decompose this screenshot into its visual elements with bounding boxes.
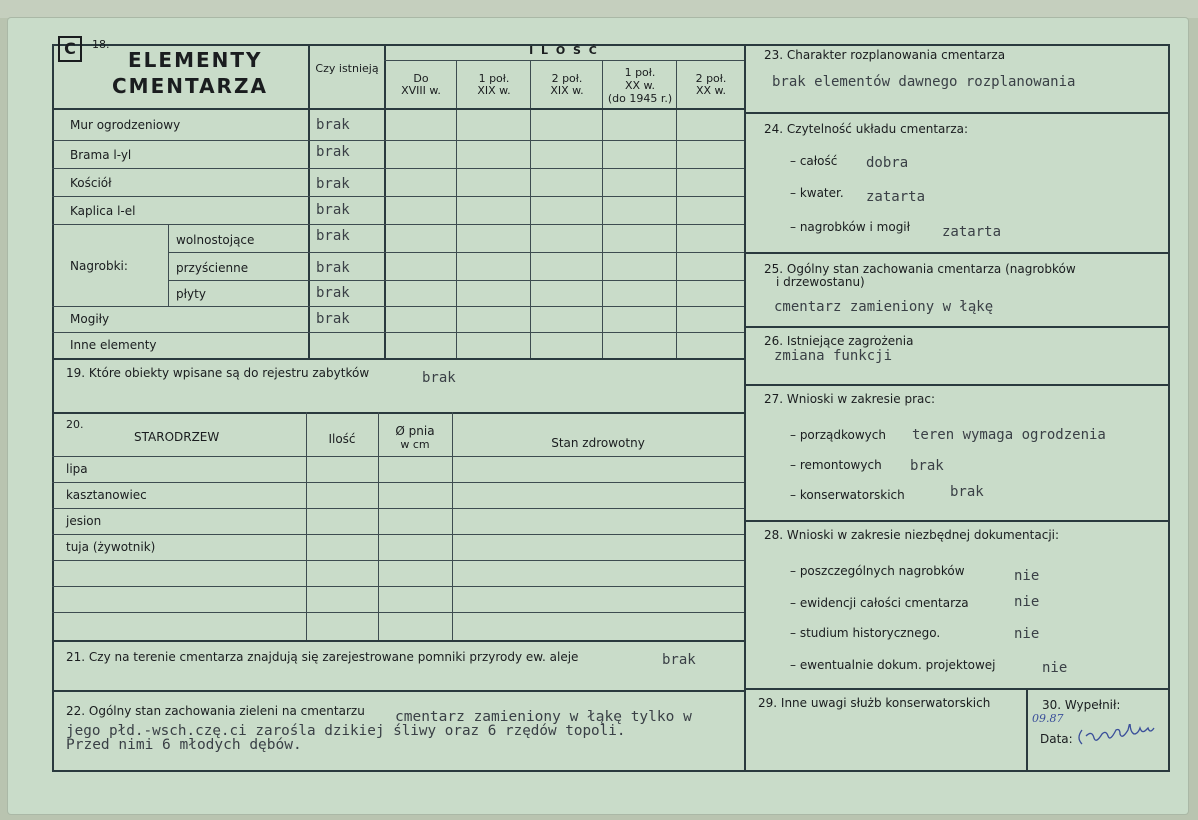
q28-item2-value: nie xyxy=(1014,594,1040,610)
row-value-plyty: brak xyxy=(316,285,350,301)
q28-item1-label: – poszczególnych nagrobków xyxy=(790,564,965,578)
q28-item3-label: – studium historycznego. xyxy=(790,626,941,640)
q25-label-l1: 25. Ogólny stan zachowania cmentarza (nagrobków xyxy=(764,262,1076,276)
q20-col-pien-l2: w cm xyxy=(400,438,430,451)
signature-icon xyxy=(1076,724,1162,748)
grid-h-end21 xyxy=(52,690,744,692)
section-18-title-2: CMENTARZA xyxy=(112,74,268,98)
grid-h-r3 xyxy=(52,196,744,197)
row-label-przyscienne: przyścienne xyxy=(176,261,249,275)
tree-h5 xyxy=(52,586,744,587)
grid-h-header xyxy=(52,108,744,110)
tree-h6 xyxy=(52,612,744,613)
tree-h4 xyxy=(52,560,744,561)
q22-label: 22. Ogólny stan zachowania zieleni na cmentarzu xyxy=(66,704,365,718)
q28-item3-value: nie xyxy=(1014,626,1040,642)
q24-item3-value: zatarta xyxy=(942,224,1002,240)
q20-col-ilosc: Ilość xyxy=(328,432,356,446)
row-value-przyscienne: brak xyxy=(316,260,350,276)
r-h-26 xyxy=(744,384,1170,386)
grid-h-r8 xyxy=(52,332,744,333)
section-c-box: C xyxy=(58,36,82,62)
tree-v1 xyxy=(306,412,307,642)
q24-item2-value: zatarta xyxy=(866,189,926,205)
q26-value: zmiana funkcji xyxy=(774,348,893,364)
period-2-l2: XIX w. xyxy=(477,84,511,97)
grid-v-nagrobki xyxy=(168,224,169,306)
frame-bottom xyxy=(52,770,1170,772)
q30-label: 30. Wypełnił: xyxy=(1042,698,1121,712)
tree-jesion: jesion xyxy=(66,514,102,528)
grid-h-ilosc xyxy=(384,60,744,61)
tree-h1 xyxy=(52,482,744,483)
q21-value: brak xyxy=(662,652,696,668)
q22-line2: jego płd.-wsch.czę.ci zarośla dzikiej śliwy oraz 6 rzędów topoli. xyxy=(66,723,626,739)
q24-item2-label: – kwater. xyxy=(790,186,844,200)
tree-h0 xyxy=(52,456,744,457)
frame-right xyxy=(1168,44,1170,772)
q27-item3-label: – konserwatorskich xyxy=(790,488,905,502)
period-3-l2: XIX w. xyxy=(550,84,584,97)
q28-label: 28. Wnioski w zakresie niezbędnej dokumentacji: xyxy=(764,528,1060,542)
q20-col-stan: Stan zdrowotny xyxy=(551,436,645,450)
frame-middle xyxy=(744,44,746,772)
r-h-28 xyxy=(744,688,1170,690)
row-value-mogily: brak xyxy=(316,311,350,327)
tree-tuja: tuja (żywotnik) xyxy=(66,540,156,554)
grid-h-end20 xyxy=(52,640,744,642)
r-h-23 xyxy=(744,112,1170,114)
period-1-l2: XVIII w. xyxy=(401,84,441,97)
q24-item1-value: dobra xyxy=(866,155,909,171)
q20-title: STARODRZEW xyxy=(134,430,220,444)
tree-h3 xyxy=(52,534,744,535)
grid-h-r5 xyxy=(168,252,744,253)
period-2-l1: 1 poł. xyxy=(478,72,510,85)
grid-v2 xyxy=(530,60,531,360)
q27-item1-value: teren wymaga ogrodzenia xyxy=(912,427,1106,443)
row-value-kosciol: brak xyxy=(316,176,350,192)
section-18-number: 18. xyxy=(92,38,110,51)
q27-item3-value: brak xyxy=(950,484,984,500)
q26-label: 26. Istniejące zagrożenia xyxy=(764,334,914,348)
tree-kasztanowiec: kasztanowiec xyxy=(66,488,147,502)
row-label-plyty: płyty xyxy=(176,287,206,301)
period-4-l3: (do 1945 r.) xyxy=(607,92,673,105)
period-3-l1: 2 poł. xyxy=(551,72,583,85)
q27-label: 27. Wnioski w zakresie prac: xyxy=(764,392,936,406)
q22-line1: cmentarz zamieniony w łąkę tylko w xyxy=(395,709,692,725)
q28-item4-value: nie xyxy=(1042,660,1068,676)
q30-date-value: 09.87 xyxy=(1032,712,1064,725)
q24-item1-label: – całość xyxy=(790,154,838,168)
period-5-l1: 2 poł. xyxy=(695,72,727,85)
scan-background xyxy=(0,0,1198,18)
row-label-mur: Mur ogrodzeniowy xyxy=(70,118,181,132)
q25-label-l2: i drzewostanu) xyxy=(776,275,865,289)
frame-left xyxy=(52,44,54,772)
grid-h-end18 xyxy=(52,358,744,360)
nagrobki-label: Nagrobki: xyxy=(70,259,128,273)
q28-item2-label: – ewidencji całości cmentarza xyxy=(790,596,969,610)
r-v-29-30 xyxy=(1026,688,1028,772)
q19-value: brak xyxy=(422,370,456,386)
grid-h-r4 xyxy=(52,224,744,225)
row-value-wolnostojace: brak xyxy=(316,228,350,244)
q20-number: 20. xyxy=(66,418,84,431)
period-4-l1: 1 poł. xyxy=(624,66,656,79)
grid-h-r6 xyxy=(168,280,744,281)
grid-h-r1 xyxy=(52,140,744,141)
q25-value: cmentarz zamieniony w łąkę xyxy=(774,299,994,315)
grid-h-r7 xyxy=(52,306,744,307)
grid-v-exists xyxy=(308,44,310,360)
q28-item4-label: – ewentualnie dokum. projektowej xyxy=(790,658,996,672)
row-value-mur: brak xyxy=(316,117,350,133)
q23-value: brak elementów dawnego rozplanowania xyxy=(772,74,1076,90)
q24-label: 24. Czytelność układu cmentarza: xyxy=(764,122,969,136)
ilosc-header: I L O Ś Ć xyxy=(529,44,599,57)
q28-item1-value: nie xyxy=(1014,568,1040,584)
grid-h-end19 xyxy=(52,412,744,414)
row-value-kaplica: brak xyxy=(316,202,350,218)
row-value-brama: brak xyxy=(316,144,350,160)
form-card xyxy=(8,18,1188,814)
q27-item2-label: – remontowych xyxy=(790,458,882,472)
row-label-mogily: Mogiły xyxy=(70,312,110,326)
row-label-inne: Inne elementy xyxy=(70,338,157,352)
q24-item3-label: – nagrobków i mogił xyxy=(790,220,911,234)
row-label-kosciol: Kościół xyxy=(70,176,112,190)
r-h-24 xyxy=(744,252,1170,254)
q20-col-pien-l1: Ø pnia xyxy=(395,424,435,438)
q21-label: 21. Czy na terenie cmentarza znajdują się zarejestrowane pomniki przyrody ew. aleje xyxy=(66,650,579,664)
q27-item2-value: brak xyxy=(910,458,944,474)
col-exists-header: Czy istnieją xyxy=(315,62,379,75)
tree-lipa: lipa xyxy=(66,462,88,476)
period-4-l2: XX w. xyxy=(624,79,656,92)
q19-label: 19. Które obiekty wpisane są do rejestru zabytków xyxy=(66,366,370,380)
grid-v1 xyxy=(456,60,457,360)
tree-h2 xyxy=(52,508,744,509)
row-label-brama: Brama l-yl xyxy=(70,148,132,162)
q29-label: 29. Inne uwagi służb konserwatorskich xyxy=(758,696,991,710)
q27-item1-label: – porządkowych xyxy=(790,428,886,442)
row-label-wolnostojace: wolnostojące xyxy=(176,233,255,247)
r-h-27 xyxy=(744,520,1170,522)
q22-line3: Przed nimi 6 młodych dębów. xyxy=(66,737,302,753)
q30-date-label: Data: xyxy=(1040,732,1073,746)
period-1-l1: Do xyxy=(413,72,429,85)
grid-h-r2 xyxy=(52,168,744,169)
period-5-l2: XX w. xyxy=(695,84,727,97)
section-18-title-1: ELEMENTY xyxy=(128,48,263,72)
row-label-kaplica: Kaplica l-el xyxy=(70,204,136,218)
r-h-25 xyxy=(744,326,1170,328)
q23-label: 23. Charakter rozplanowania cmentarza xyxy=(764,48,1006,62)
